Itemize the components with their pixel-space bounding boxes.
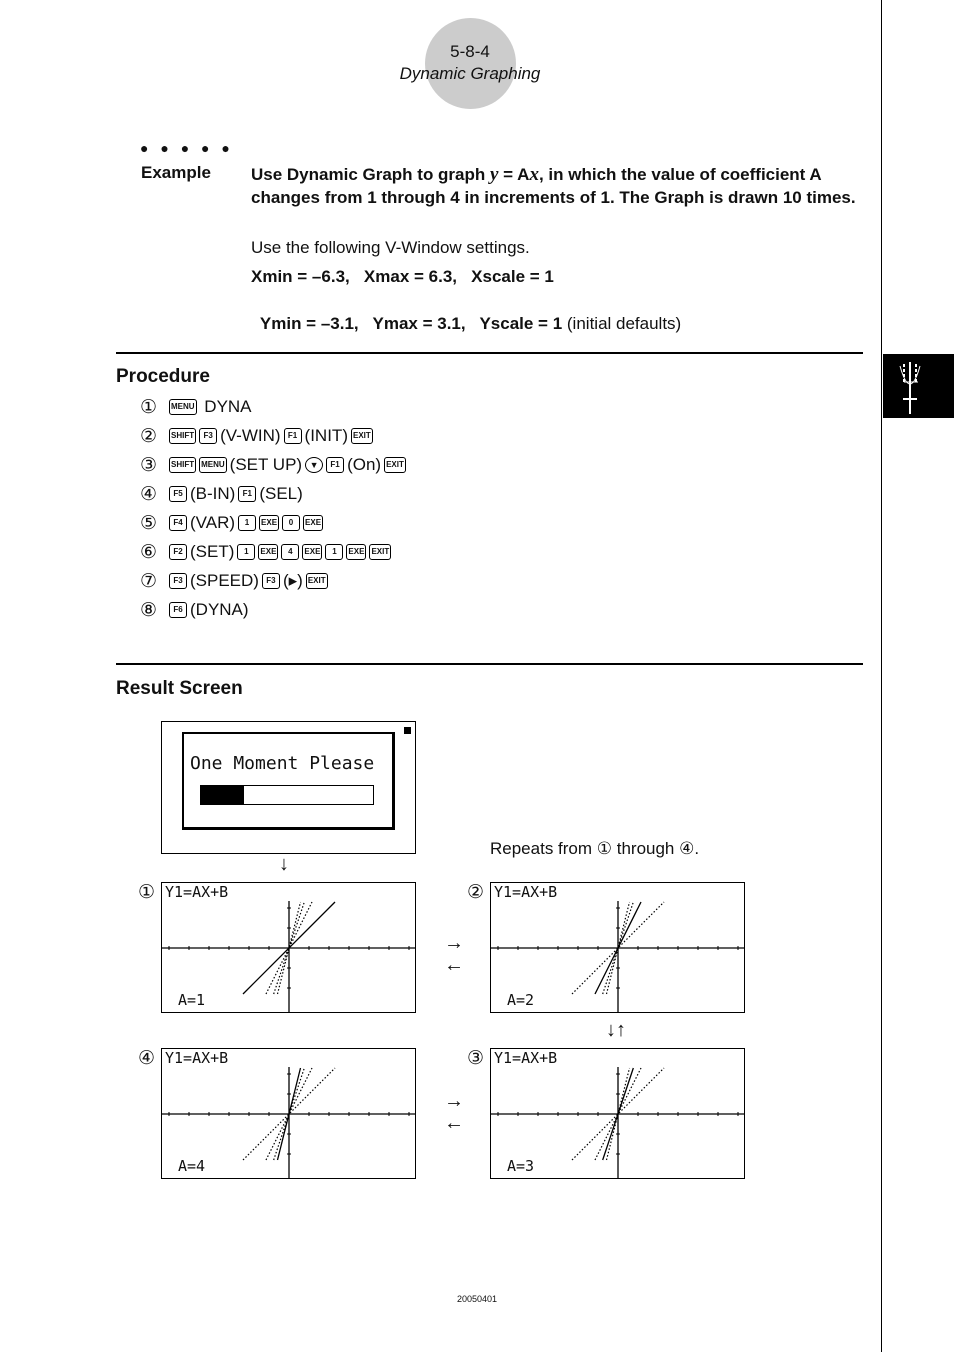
graph-screen-2 (490, 882, 745, 1013)
key-1-icon: 1 (325, 544, 343, 560)
step-text: (SET UP) (229, 455, 303, 474)
key-f1-icon: F1 (238, 486, 256, 502)
step-text: (VAR) (190, 513, 236, 532)
key-exe-icon: EXE (258, 544, 278, 560)
statement-part: Use Dynamic Graph to graph (251, 165, 490, 184)
left-arrow: ← (444, 954, 464, 976)
statement-part: = A (498, 165, 530, 184)
statement-part: , in which the value of coefficient A changes from 1 through 4 in increments of 1. The Graph is drawn 10 times. (251, 165, 856, 207)
coefficient-value: A=3 (507, 1157, 535, 1175)
key-exe-icon: EXE (346, 544, 366, 560)
key-4-icon: 4 (281, 544, 299, 560)
section-rule (116, 663, 863, 665)
procedure-step (140, 483, 303, 505)
graph-function-label: Y1=AX+B (494, 883, 558, 901)
coefficient-value: A=4 (178, 1157, 206, 1175)
procedure-step (140, 454, 406, 476)
procedure-step (140, 425, 373, 447)
y-note: (initial defaults) (562, 314, 682, 333)
chapter-tab (883, 354, 954, 418)
key-shift-icon: SHIFT (169, 428, 196, 444)
progress-fill (201, 786, 244, 804)
key-menu-icon: MENU (199, 457, 227, 473)
wait-dialog (182, 732, 395, 830)
graph-screen-3 (490, 1048, 745, 1179)
step-text: (V-WIN) (220, 426, 281, 445)
key-exit-icon: EXIT (369, 544, 391, 560)
example-label: Example (141, 163, 211, 182)
step-text: (SEL) (259, 484, 303, 503)
procedure-step (140, 512, 323, 534)
y-settings: Ymin = –3.1, Ymax = 3.1, Yscale = 1 (259, 314, 563, 333)
y-settings-line (251, 296, 681, 334)
screen-number: ① (138, 882, 156, 903)
procedure-title: Procedure (116, 366, 210, 387)
graph-function-label: Y1=AX+B (494, 1049, 558, 1067)
step-number: ① (140, 396, 158, 418)
step-text: (On) (347, 455, 382, 474)
coefficient-value: A=1 (178, 991, 206, 1009)
down-arrow: ↓ (279, 853, 289, 875)
step-text: DYNA (199, 397, 252, 416)
wait-message: One Moment Please (190, 753, 375, 774)
margin-line (881, 0, 882, 1352)
key-0-icon: 0 (282, 515, 300, 531)
up-down-arrows: ↓↑ (606, 1019, 626, 1041)
step-number: ③ (140, 454, 158, 476)
key-1-icon: 1 (238, 515, 256, 531)
key-f1-icon: F1 (326, 457, 344, 473)
key-f6-icon: F6 (169, 602, 187, 618)
busy-indicator-icon (404, 727, 411, 734)
key-f5-icon: F5 (169, 486, 187, 502)
key-f1-icon: F1 (284, 428, 302, 444)
step-number: ⑦ (140, 570, 158, 592)
screen-number: ② (467, 882, 485, 903)
screen-number: ③ (467, 1048, 485, 1069)
step-text: (INIT) (304, 426, 348, 445)
key-exe-icon: EXE (303, 515, 323, 531)
example-statement (251, 163, 866, 209)
key-f2-icon: F2 (169, 544, 187, 560)
wait-screen (161, 721, 416, 854)
key-exit-icon: EXIT (306, 573, 328, 589)
step-number: ② (140, 425, 158, 447)
repeat-note: Repeats from ① through ④. (490, 839, 700, 858)
page-title: Dynamic Graphing (399, 64, 541, 83)
key-shift-icon: SHIFT (169, 457, 196, 473)
var-y: y (490, 164, 499, 185)
procedure-step (140, 570, 328, 592)
key-f3-icon: F3 (169, 573, 187, 589)
page-number: 5-8-4 (450, 42, 490, 61)
key-f4-icon: F4 (169, 515, 187, 531)
graph-function-label: Y1=AX+B (165, 883, 229, 901)
key-1-icon: 1 (237, 544, 255, 560)
footer-code: 20050401 (456, 1294, 498, 1304)
graph-function-label: Y1=AX+B (165, 1049, 229, 1067)
step-text: (SET) (190, 542, 235, 561)
cursor-down-key-icon: ▼ (305, 457, 323, 473)
step-text: (B-IN) (190, 484, 236, 503)
graph-screen-1 (161, 882, 416, 1013)
step-number: ④ (140, 483, 158, 505)
settings-intro: Use the following V-Window settings. (251, 238, 530, 257)
screen-number: ④ (138, 1048, 156, 1069)
progress-bar (200, 785, 374, 805)
right-arrow: → (444, 932, 464, 954)
key-f3-icon: F3 (199, 428, 217, 444)
key-exe-icon: EXE (259, 515, 279, 531)
procedure-step (140, 396, 252, 418)
key-exit-icon: EXIT (351, 428, 373, 444)
left-arrow: ← (444, 1112, 464, 1134)
step-number: ⑧ (140, 599, 158, 621)
right-arrow: → (444, 1090, 464, 1112)
coefficient-value: A=2 (507, 991, 535, 1009)
step-text: (SPEED) (190, 571, 259, 590)
key-f3-icon: F3 (262, 573, 280, 589)
result-title: Result Screen (116, 678, 243, 699)
graph-screen-4 (161, 1048, 416, 1179)
var-x: x (529, 164, 539, 185)
step-text: (▸) (282, 571, 303, 590)
graph-icon (883, 354, 954, 418)
key-menu-icon: MENU (169, 399, 197, 415)
step-number: ⑥ (140, 541, 158, 563)
step-number: ⑤ (140, 512, 158, 534)
procedure-step (140, 541, 391, 563)
x-settings: Xmin = –6.3, Xmax = 6.3, Xscale = 1 (251, 267, 554, 286)
key-exit-icon: EXIT (384, 457, 406, 473)
key-exe-icon: EXE (302, 544, 322, 560)
example-dots: ● ● ● ● ● (140, 140, 234, 156)
step-text: (DYNA) (190, 600, 249, 619)
section-rule (116, 352, 863, 354)
procedure-step (140, 599, 249, 621)
